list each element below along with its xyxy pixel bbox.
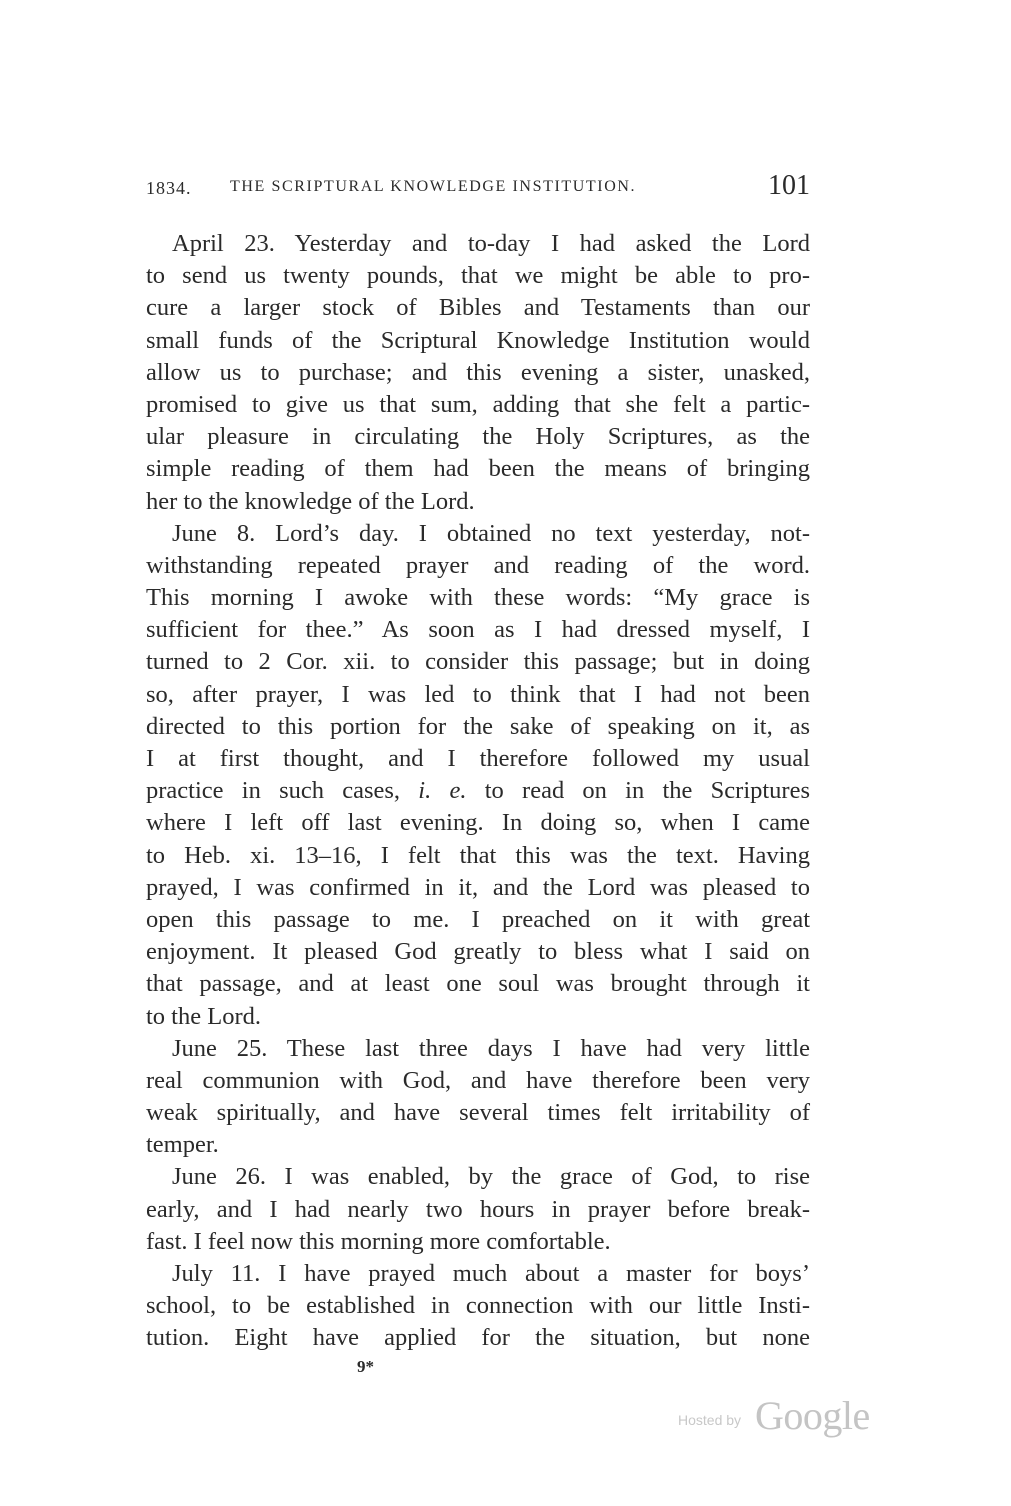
text-line: early, and I had nearly two hours in prayer before break- xyxy=(146,1195,810,1223)
text-line: where I left off last evening. In doing so, when I came xyxy=(146,809,810,837)
text-line: tution. Eight have applied for the situation, but none xyxy=(146,1324,810,1352)
running-head-year: 1834. xyxy=(146,178,192,198)
text-line: to the Lord. xyxy=(146,1002,261,1030)
text-line: June 25. These last three days I have had very little xyxy=(172,1034,810,1062)
text-line: allow us to purchase; and this evening a sister, unasked, xyxy=(146,358,810,386)
text-line: June 8. Lord’s day. I obtained no text yesterday, not- xyxy=(172,519,810,547)
text-line: small funds of the Scriptural Knowledge Institution would xyxy=(146,326,810,354)
text-line: weak spiritually, and have several times felt irritability of xyxy=(146,1099,810,1127)
google-watermark xyxy=(678,1392,888,1442)
text-line: temper. xyxy=(146,1131,219,1159)
text-line: school, to be established in connection with our little Insti- xyxy=(146,1292,810,1320)
text-line: enjoyment. It pleased God greatly to bless what I said on xyxy=(146,938,810,966)
text-line: real communion with God, and have therefore been very xyxy=(146,1066,810,1094)
body-text xyxy=(146,228,810,1355)
page-number: 101 xyxy=(768,170,810,201)
text-line: prayed, I was confirmed in it, and the Lord was pleased to xyxy=(146,873,810,901)
running-head-title: THE SCRIPTURAL KNOWLEDGE INSTITUTION. xyxy=(230,178,637,195)
text-line: her to the knowledge of the Lord. xyxy=(146,487,475,515)
text-line: practice in such cases, i. e. to read on in the Scriptures xyxy=(146,777,811,805)
text-line: simple reading of them had been the means of bringing xyxy=(146,455,810,483)
text-line: withstanding repeated prayer and reading of the word. xyxy=(146,551,810,579)
text-line: open this passage to me. I preached on it with great xyxy=(146,905,810,933)
running-head xyxy=(146,170,810,206)
text-line: April 23. Yesterday and to-day I had asked the Lord xyxy=(172,230,810,257)
text-line: turned to 2 Cor. xii. to consider this passage; but in doing xyxy=(146,648,810,676)
text-line: directed to this portion for the sake of speaking on it, as xyxy=(146,712,810,740)
watermark-hosted-by: Hosted by xyxy=(678,1412,742,1428)
text-line: so, after prayer, I was led to think that I had not been xyxy=(146,680,810,708)
text-line: to Heb. xi. 13–16, I felt that this was the text. Having xyxy=(146,841,810,869)
text-line: July 11. I have prayed much about a master for boys’ xyxy=(172,1260,810,1287)
text-line: that passage, and at least one soul was brought through it xyxy=(146,970,810,998)
text-line: June 26. I was enabled, by the grace of God, to rise xyxy=(172,1163,810,1191)
signature-mark: 9* xyxy=(357,1357,374,1376)
text-line: sufficient for thee.” As soon as I had dressed myself, I xyxy=(146,616,810,644)
text-line: I at first thought, and I therefore followed my usual xyxy=(146,745,810,772)
text-line: promised to give us that sum, adding that she felt a partic- xyxy=(146,390,810,418)
text-line: This morning I awoke with these words: “My grace is xyxy=(146,584,810,612)
watermark-google-logo: Google xyxy=(755,1393,870,1438)
text-line: cure a larger stock of Bibles and Testaments than our xyxy=(146,294,810,322)
italic-abbreviation: i. e. xyxy=(418,777,467,805)
text-line: to send us twenty pounds, that we might be able to pro- xyxy=(146,262,810,290)
text-line: fast. I feel now this morning more comfortable. xyxy=(146,1227,611,1255)
text-line: ular pleasure in circulating the Holy Scriptures, as the xyxy=(146,423,810,451)
